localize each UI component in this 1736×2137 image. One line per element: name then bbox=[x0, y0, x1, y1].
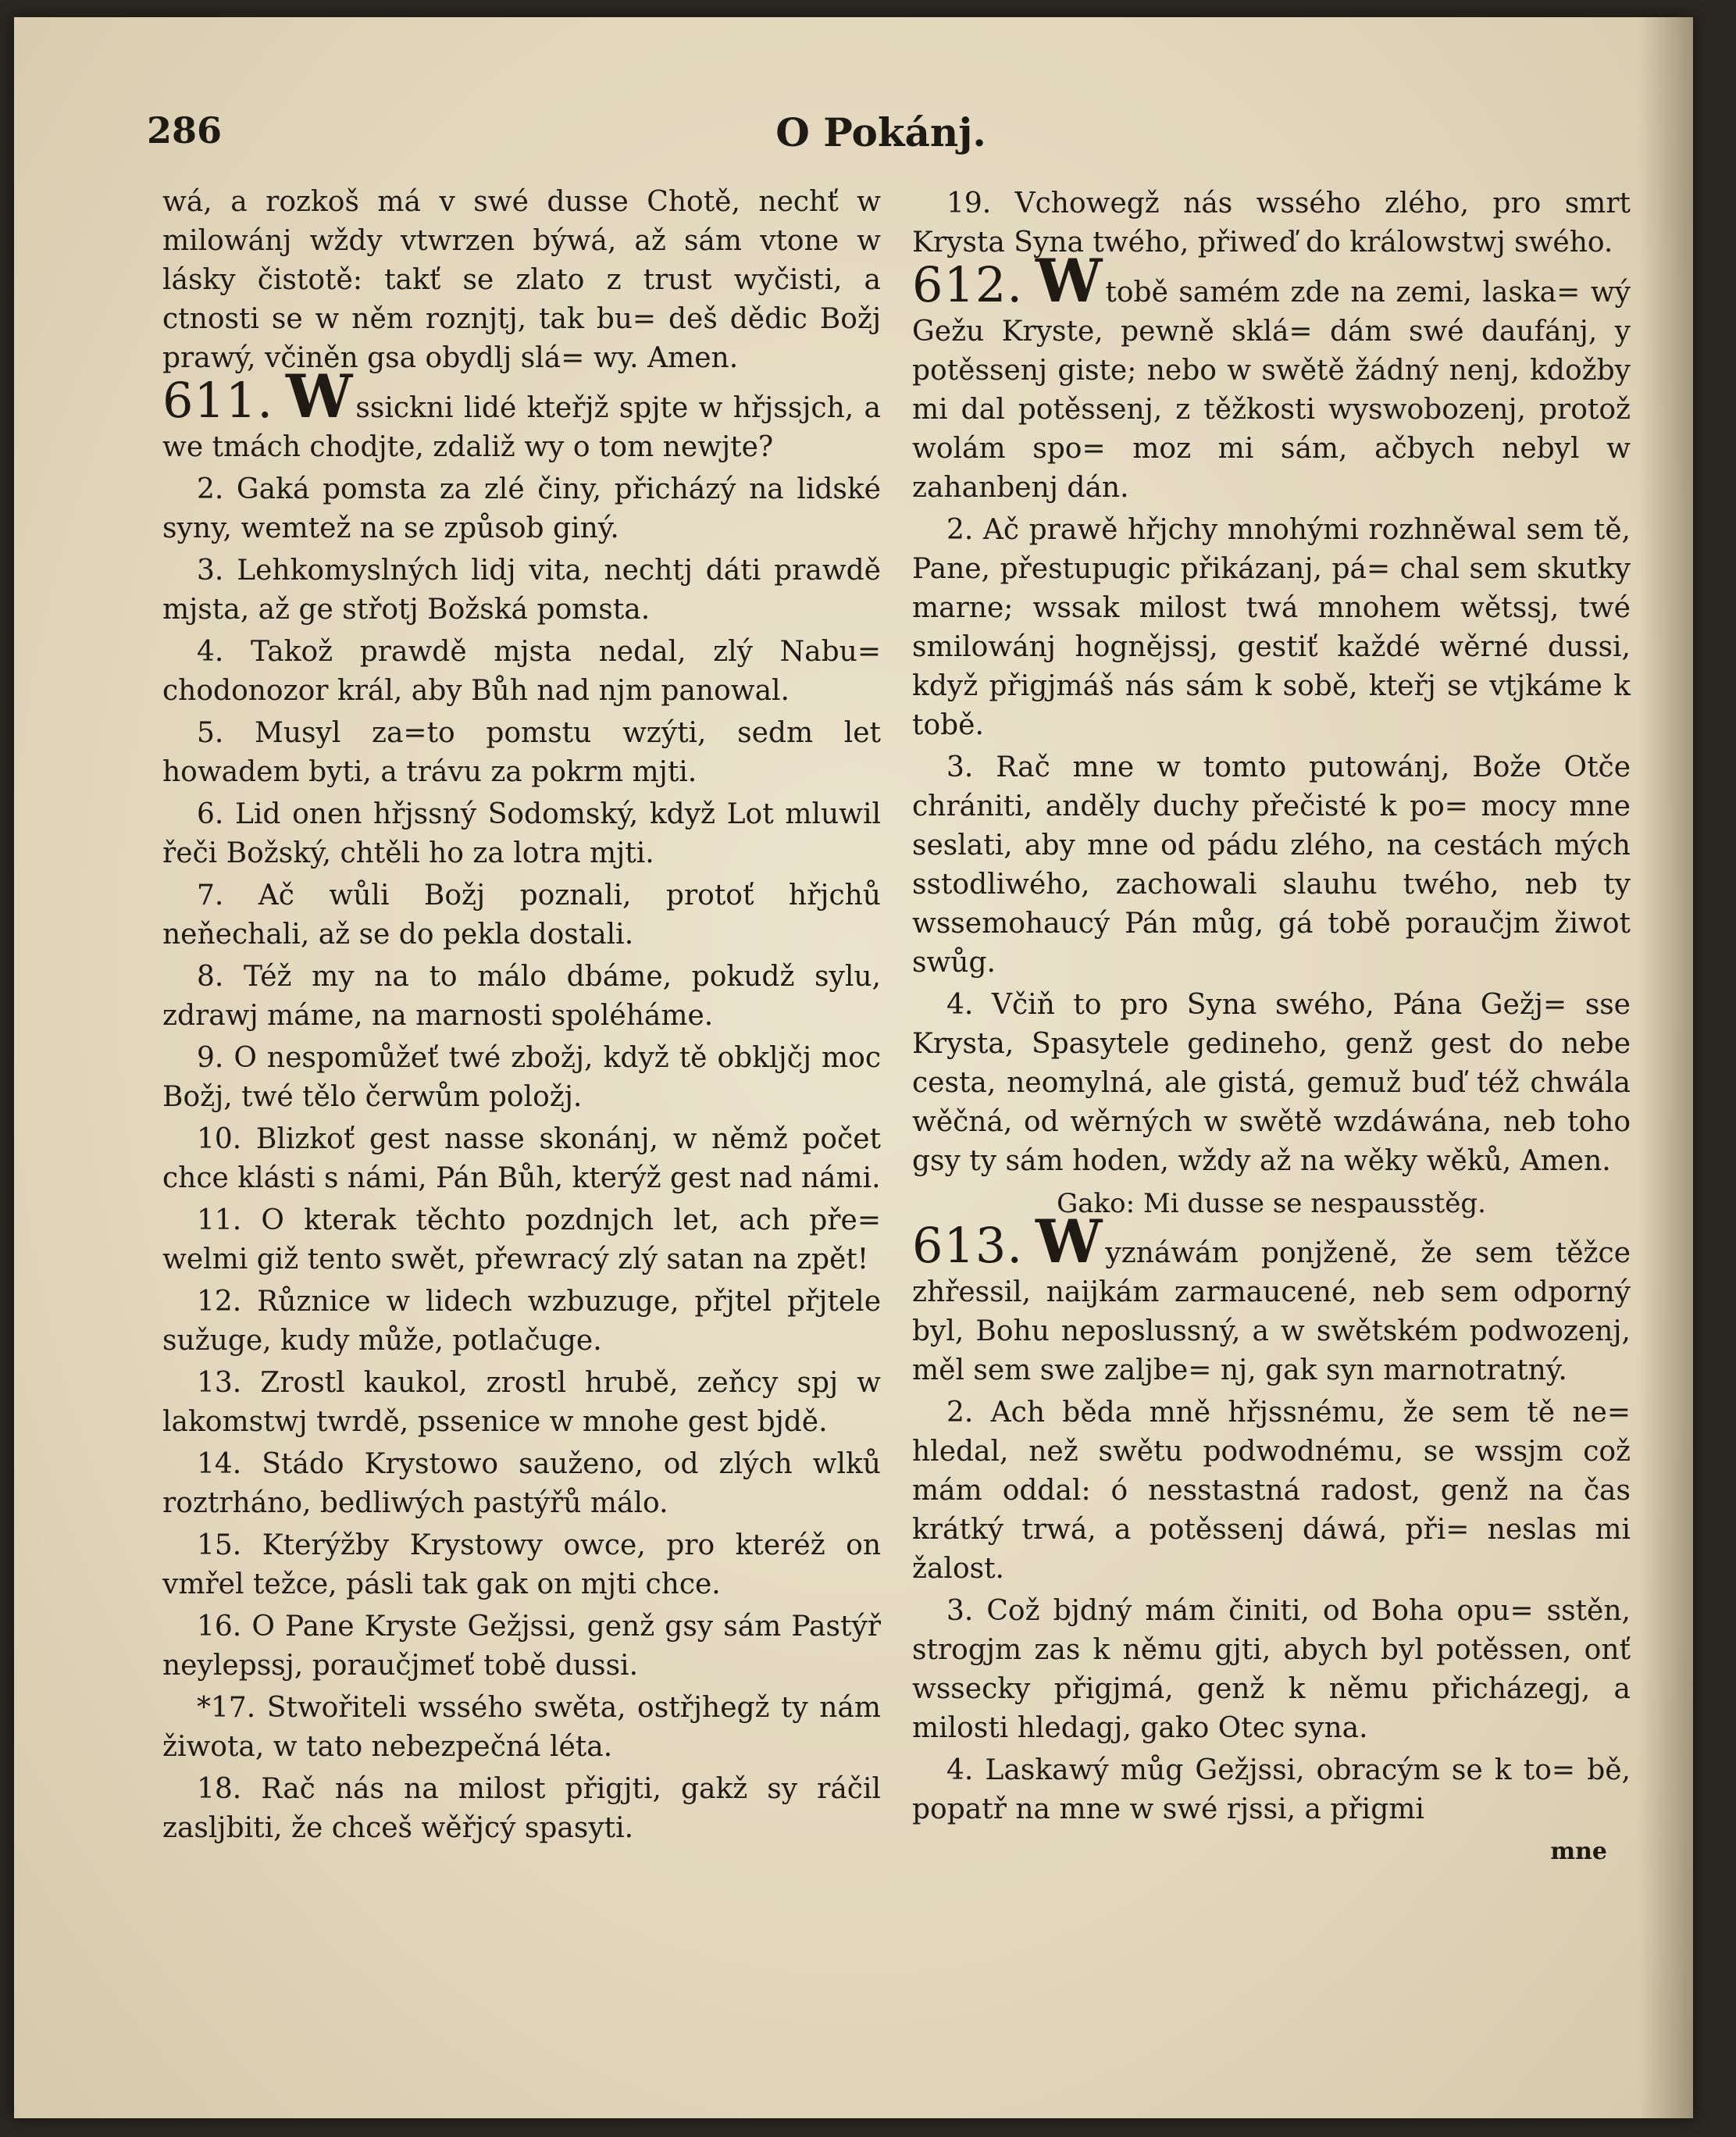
verse: 5. Musyl za=to pomstu wzýti, sedm let howadem byti, a trávu za pokrm mjti. bbox=[162, 717, 881, 788]
drop-cap: W bbox=[1036, 1207, 1103, 1276]
verse: 4. Laskawý můg Gežjssi, obracým se k to= bě, popatř na mne w swé rjssi, a přigmi bbox=[912, 1754, 1631, 1825]
verse: 15. Kterýžby Krystowy owce, pro kteréž on vmřel težce, pásli tak gak on mjti chce. bbox=[162, 1529, 881, 1600]
catchword: mne bbox=[1550, 1838, 1607, 1865]
verse: 19. Vchowegž nás wssého zlého, pro smrt Krysta Syna twého, přiweď do králowstwj swého. bbox=[912, 187, 1631, 259]
verse: 9. O nespomůžeť twé zbožj, když tě obkljčj moc Božj, twé tělo čerwům položj. bbox=[162, 1042, 881, 1113]
verse: 3. Lehkomyslných lidj vita, nechtj dáti prawdě mjsta, až ge střotj Božská pomsta. bbox=[162, 555, 881, 626]
verse: 8. Též my na to málo dbáme, pokudž sylu, zdrawj máme, na marnosti spoléháme. bbox=[162, 961, 881, 1032]
right-column bbox=[912, 184, 1631, 1871]
verse: 2. Ač prawě hřjchy mnohými rozhněwal sem tě, Pane, přestupugic přikázanj, pá= chal sem skutky marne; wssak milost twá mnohem wětssj, twé smilowánj hognějssj, gestiť každé wěrné dussi, když přigjmáš nás sám k sobě, kteřj se vtjkáme k tobě. bbox=[912, 514, 1631, 741]
melody-note: Gako: Mi dusse se nespausstěg. bbox=[1057, 1188, 1486, 1219]
verse: 3. Rač mne w tomto putowánj, Bože Otče chrániti, anděly duchy přečisté k po= mocy mne seslati, aby mne od pádu zlého, na cestách mých sstodliwého, zachowali slauhu twého, neb ty wssemohaucý Pán můg, gá tobě poraučjm žiwot swůg. bbox=[912, 751, 1631, 979]
running-title: O Pokánj. bbox=[775, 109, 986, 155]
page-spine-shadow bbox=[1638, 17, 1693, 2118]
verse: 4. Včiň to pro Syna swého, Pána Gežj= sse Krysta, Spasytele gedineho, genž gest do nebe cesta, neomylná, ale gistá, gemuž buď též chwála wěčná, od wěrných w swětě wzdáwána, neb toho gsy ty sám hoden, wždy až na wěky wěků, Amen. bbox=[912, 989, 1631, 1177]
verse: 4. Takož prawdě mjsta nedal, zlý Nabu= chodonozor král, aby Bůh nad njm panowal. bbox=[162, 636, 881, 707]
verse: 11. O kterak těchto pozdnjch let, ach pře= welmi giž tento swět, přewracý zlý satan na zpět! bbox=[162, 1204, 881, 1275]
drop-cap: W bbox=[1036, 246, 1103, 316]
hymn-opening-text: yznáwám ponjženě, že sem těžce zhřessil, naijkám zarmaucené, neb sem odporný byl, Bohu neposlussný, a w swětském podwozenj, měl sem swe zaljbe= nj, gak syn marnotratný. bbox=[912, 1237, 1631, 1386]
hymn-611-opening bbox=[162, 362, 881, 467]
verse: 10. Blizkoť gest nasse skonánj, w němž počet chce klásti s námi, Pán Bůh, kterýž gest nad námi. bbox=[162, 1123, 881, 1194]
verse: *17. Stwořiteli wssého swěta, ostřjhegž ty nám žiwota, w tato nebezpečná léta. bbox=[162, 1692, 881, 1763]
verse: 12. Různice w lidech wzbuzuge, přjtel přjtele sužuge, kudy může, potlačuge. bbox=[162, 1286, 881, 1357]
hymn-number: 613. bbox=[912, 1217, 1024, 1274]
hymn-613-opening bbox=[912, 1207, 1631, 1390]
verse: 16. O Pane Kryste Gežjssi, genž gsy sám Pastýř neylepssj, poraučjmeť tobě dussi. bbox=[162, 1611, 881, 1682]
verse: 13. Zrostl kaukol, zrostl hrubě, zeňcy spj w lakomstwj twrdě, pssenice w mnohe gest bjdě. bbox=[162, 1367, 881, 1438]
hymn-opening-text: tobě samém zde na zemi, laska= wý Gežu Kryste, pewně sklá= dám swé daufánj, y potěssenj giste; nebo w swětě žádný nenj, kdožby mi dal potěssenj, z těžkosti wyswobozenj, protož wolám spo= moz mi sám, ačbych nebyl w zahanbenj dán. bbox=[912, 276, 1631, 504]
book-page bbox=[14, 17, 1693, 2118]
continuation-text: wá, a rozkoš má v swé dusse Chotě, nechť w milowánj wždy vtwrzen býwá, až sám vtone w lásky čistotě: takť se zlato z trust wyčisti, a ctnosti se w něm roznjtj, tak bu= deš dědic Božj prawý, včiněn gsa obydlj slá= wy. Amen. bbox=[162, 186, 881, 374]
verse: 6. Lid onen hřjssný Sodomský, když Lot mluwil řeči Božský, chtěli ho za lotra mjti. bbox=[162, 798, 881, 869]
verse: 3. Což bjdný mám činiti, od Boha opu= sstěn, strogjm zas k němu gjti, abych byl potěssen, onť wssecky přigjmá, genž k němu přicházegj, a milosti hledagj, gako Otec syna. bbox=[912, 1595, 1631, 1744]
hymn-opening-text: ssickni lidé kteřjž spjte w hřjssjch, a we tmách chodjte, zdaliž wy o tom newjte? bbox=[162, 392, 881, 463]
left-column bbox=[162, 183, 881, 1851]
page-header bbox=[147, 109, 1615, 172]
hymn-number: 612. bbox=[912, 256, 1024, 313]
drop-cap: W bbox=[286, 362, 353, 431]
hymn-number: 611. bbox=[162, 372, 274, 429]
page-number: 286 bbox=[147, 109, 223, 152]
verse: 14. Stádo Krystowo sauženo, od zlých wlků roztrháno, bedliwých pastýřů málo. bbox=[162, 1448, 881, 1519]
verse: 2. Gaká pomsta za zlé činy, přicházý na lidské syny, wemtež na se způsob giný. bbox=[162, 473, 881, 544]
verse: 18. Rač nás na milost přigjti, gakž sy ráčil zasljbiti, že chceš wěřjcý spasyti. bbox=[162, 1773, 881, 1844]
verse: 7. Ač wůli Božj poznali, protoť hřjchů neňechali, až se do pekla dostali. bbox=[162, 879, 881, 951]
hymn-612-opening bbox=[912, 246, 1631, 508]
verse: 2. Ach běda mně hřjssnému, že sem tě ne= hledal, než swětu podwodnému, se wssjm což mám oddal: ó nesstastná radost, genž na čas krátký trwá, a potěssenj dáwá, při= neslas mi žalost. bbox=[912, 1397, 1631, 1585]
